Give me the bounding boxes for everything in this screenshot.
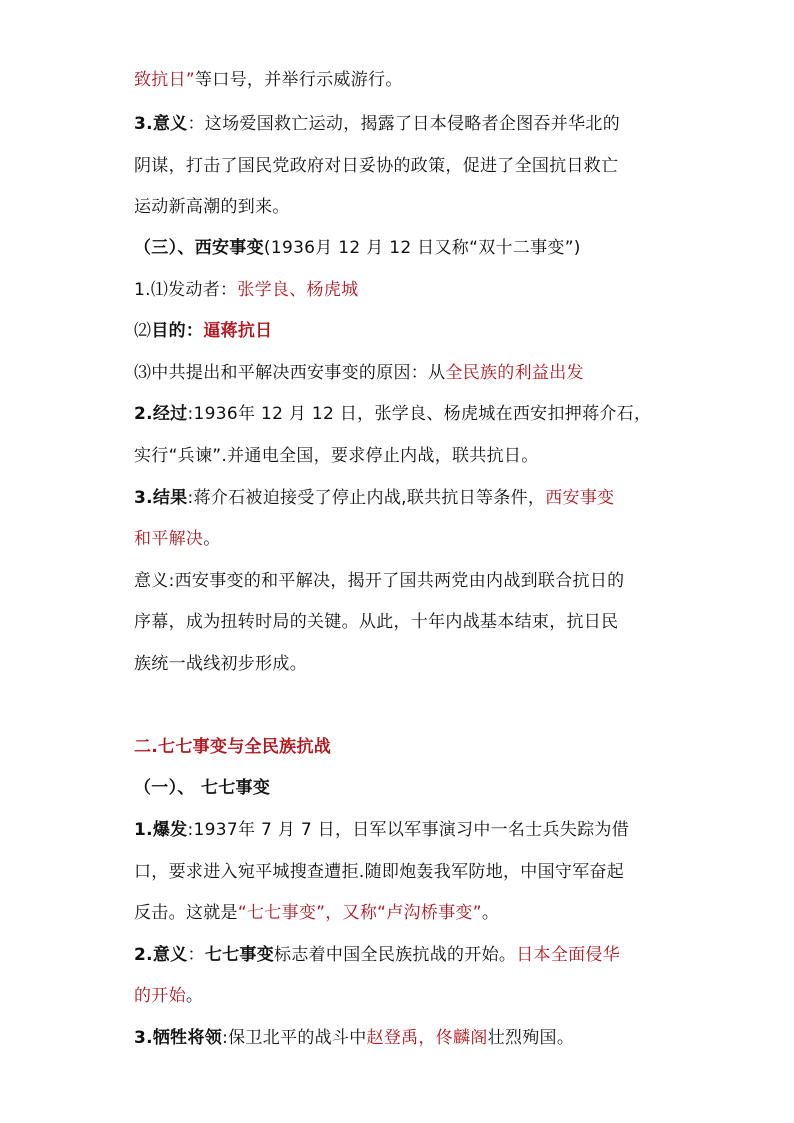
text-segment: 的开始 <box>134 986 186 1006</box>
text-segment: （三）、西安事变 <box>134 238 264 258</box>
text-segment: 二.七七事变与全民族抗战 <box>134 737 332 757</box>
text-segment: 3.牺牲将领 <box>134 1028 223 1048</box>
text-segment: 运动新高潮的到来。 <box>134 197 290 217</box>
text-segment: 意义 <box>134 571 169 591</box>
text-line <box>134 902 499 924</box>
text-segment: （一）、 七七事变 <box>134 778 271 798</box>
text-segment: :保卫北平的战斗中 <box>222 1028 367 1048</box>
text-line <box>134 279 358 301</box>
text-segment: :1937年 7 月 7 日，日军以军事演习中一名士兵失踪为借 <box>187 820 630 840</box>
section-heading <box>134 237 581 259</box>
text-segment: 1.⑴发动者： <box>134 280 238 300</box>
text-segment: 2.经过 <box>134 404 188 424</box>
text-segment: 七七事变 <box>204 945 275 965</box>
text-segment: 等口号，并举行示威游行。 <box>195 70 403 90</box>
text-segment: 壮烈殉国。 <box>487 1028 575 1048</box>
text-segment: 3.意义 <box>134 114 188 134</box>
text-segment: 致抗日” <box>134 70 196 90</box>
text-line <box>134 69 403 91</box>
text-line <box>134 1027 574 1049</box>
text-line <box>134 861 624 883</box>
text-segment: 。 <box>203 529 221 549</box>
text-line <box>134 113 620 135</box>
text-line <box>134 487 614 509</box>
text-segment: 1.爆发 <box>134 820 188 840</box>
text-segment: 实行“兵谏”.并通电全国，要求停止内战，联共抗日。 <box>134 446 539 466</box>
text-line <box>134 985 203 1007</box>
text-segment: 阴谋，打击了国民党政府对日妥协的政策，促进了全国抗日救亡 <box>134 156 619 176</box>
text-segment: “七七事变”，又称“卢沟桥事变” <box>237 903 482 923</box>
text-segment: ⑶中共提出和平解决西安事变的原因：从 <box>134 363 446 383</box>
text-line <box>134 196 290 218</box>
text-segment: 口，要求进入宛平城搜查遭拒.随即炮轰我军防地，中国守军奋起 <box>134 862 625 882</box>
text-segment: 西安事变 <box>545 488 615 508</box>
text-line <box>134 445 539 467</box>
text-segment: 赵登禹，佟麟阁 <box>366 1028 488 1048</box>
text-segment: 全民族的利益出发 <box>445 363 584 383</box>
text-segment: :蒋介石被迫接受了停止内战,联共抗日等条件， <box>187 488 546 508</box>
text-segment: 张学良、杨虎城 <box>237 280 359 300</box>
text-line <box>134 403 651 425</box>
text-segment: 3.结果 <box>134 488 188 508</box>
text-segment: 目的： <box>151 321 204 341</box>
section-heading <box>134 777 270 799</box>
text-line <box>134 611 618 633</box>
text-segment: 反击。这就是 <box>134 903 238 923</box>
text-segment: 日本全面侵华 <box>516 945 621 965</box>
text-segment: (1936月 12 月 12 日又称“双十二事变”) <box>263 238 581 258</box>
chapter-heading <box>134 736 331 758</box>
text-segment: ⑵ <box>134 321 152 341</box>
text-segment: 。 <box>481 903 500 923</box>
text-segment: 逼蒋抗日 <box>203 321 273 341</box>
text-segment: 序幕，成为扭转时局的关键。从此，十年内战基本结束，抗日民 <box>134 612 619 632</box>
text-line <box>134 653 307 675</box>
text-segment: 标志着中国全民族抗战的开始。 <box>274 945 517 965</box>
text-line <box>134 155 618 177</box>
text-line <box>134 362 584 384</box>
text-segment: :1936年 12 月 12 日，张学良、杨虎城在西安扣押蒋介石， <box>187 404 652 424</box>
text-line <box>134 819 629 841</box>
text-segment: :西安事变的和平解决，揭开了国共两党由内战到联合抗日的 <box>168 571 625 591</box>
text-line <box>134 320 272 342</box>
text-line <box>134 944 620 966</box>
text-line <box>134 528 221 550</box>
text-segment: 族统一战线初步形成。 <box>134 654 307 674</box>
text-segment: ： <box>187 945 205 965</box>
text-line <box>134 570 624 592</box>
text-segment: ：这场爱国救亡运动，揭露了日本侵略者企图吞并华北的 <box>187 114 620 134</box>
text-segment: 。 <box>185 986 204 1006</box>
text-segment: 2.意义 <box>134 945 188 965</box>
text-segment: 和平解决 <box>134 529 204 549</box>
